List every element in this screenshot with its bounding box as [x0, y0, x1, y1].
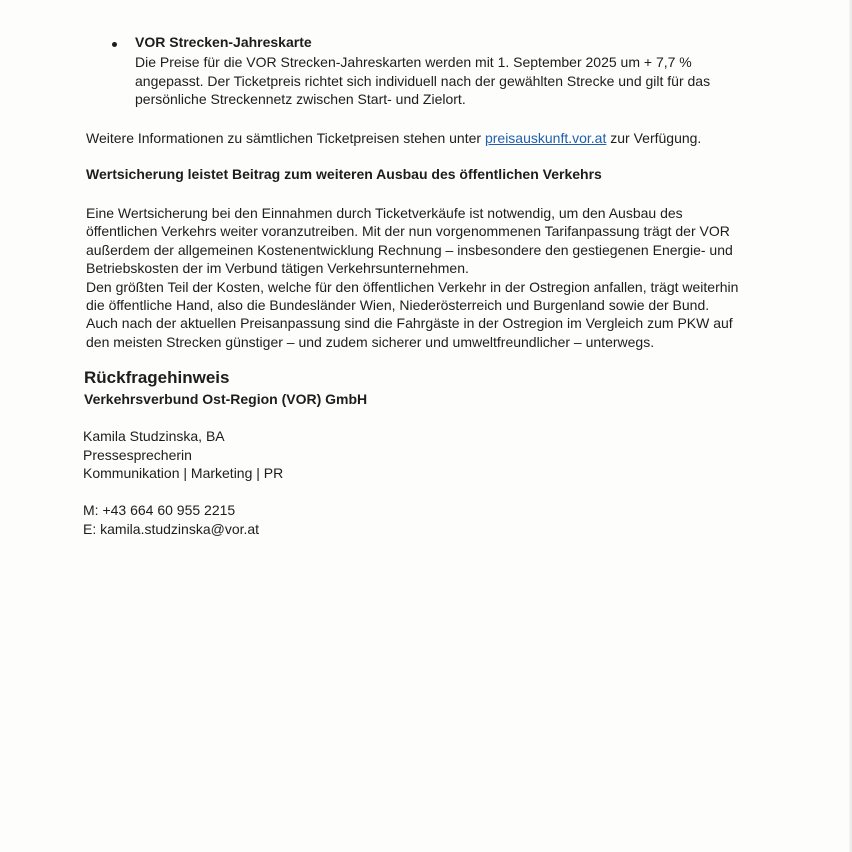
section-heading: Wertsicherung leistet Beitrag zum weiteren Ausbau des öffentlichen Verkehrs [86, 166, 602, 182]
body-line: die öffentliche Hand, also die Bundesländer Wien, Niederösterreich und Burgenland sowie der Bund. [86, 297, 710, 314]
body-line: Betriebskosten der im Verbund tätigen Verkehrsunternehmen. [86, 260, 469, 277]
contact-email[interactable]: E: kamila.studzinska@vor.at [83, 520, 260, 537]
body-line: außerdem der allgemeinen Kostenentwicklung Rechnung – insbesondere den gestiegenen Energie- und [86, 241, 733, 258]
contact-heading: Rückfragehinweis [84, 368, 230, 387]
bullet-title: VOR Strecken-Jahreskarte [135, 34, 312, 50]
contact-phone: M: +43 664 60 955 2215 [83, 502, 236, 518]
bullet-text [135, 53, 715, 109]
preisauskunft-link[interactable]: preisauskunft.vor.at [484, 130, 607, 146]
info-prefix: Weitere Informationen zu sämtlichen Ticketpreisen stehen unter [86, 130, 485, 146]
bullet-text-line: Die Preise für die VOR Strecken-Jahreskarten werden mit 1. September 2025 um + 7,7 % [135, 54, 692, 70]
contact-person-block [83, 427, 283, 483]
bullet-dot-icon [112, 42, 117, 47]
body-line: Eine Wertsicherung bei den Einnahmen durch Ticketverkäufe ist notwendig, um den Ausbau des [86, 205, 683, 221]
info-paragraph [86, 130, 701, 146]
body-paragraph [86, 204, 746, 351]
info-suffix: zur Verfügung. [606, 130, 702, 146]
body-line: öffentlichen Verkehrs weiter voranzutreiben. Mit der nun vorgenommenen Tarifanpassung trägt der VOR [86, 223, 730, 240]
bullet-text-line: angepasst. Der Ticketpreis richtet sich individuell nach der gewählten Strecke und gilt für das [135, 72, 711, 89]
body-line: Den größten Teil der Kosten, welche für den öffentlichen Verkehr in der Ostregion anfallen, trägt weiterhin [86, 278, 739, 295]
contact-organization: Verkehrsverbund Ost-Region (VOR) GmbH [84, 391, 368, 407]
contact-name: Kamila Studzinska, BA [83, 428, 225, 444]
contact-role: Pressesprecherin [83, 446, 192, 463]
contact-details-block [83, 501, 259, 538]
bullet-text-line: persönliche Streckennetz zwischen Start- und Zielort. [135, 91, 466, 107]
contact-department: Kommunikation | Marketing | PR [83, 465, 284, 481]
body-line: Auch nach der aktuellen Preisanpassung sind die Fahrgäste in der Ostregion im Vergleich zum PKW auf [86, 315, 733, 332]
body-line: den meisten Strecken günstiger – und zudem sicherer und umweltfreundlicher – unterwegs. [86, 333, 655, 350]
